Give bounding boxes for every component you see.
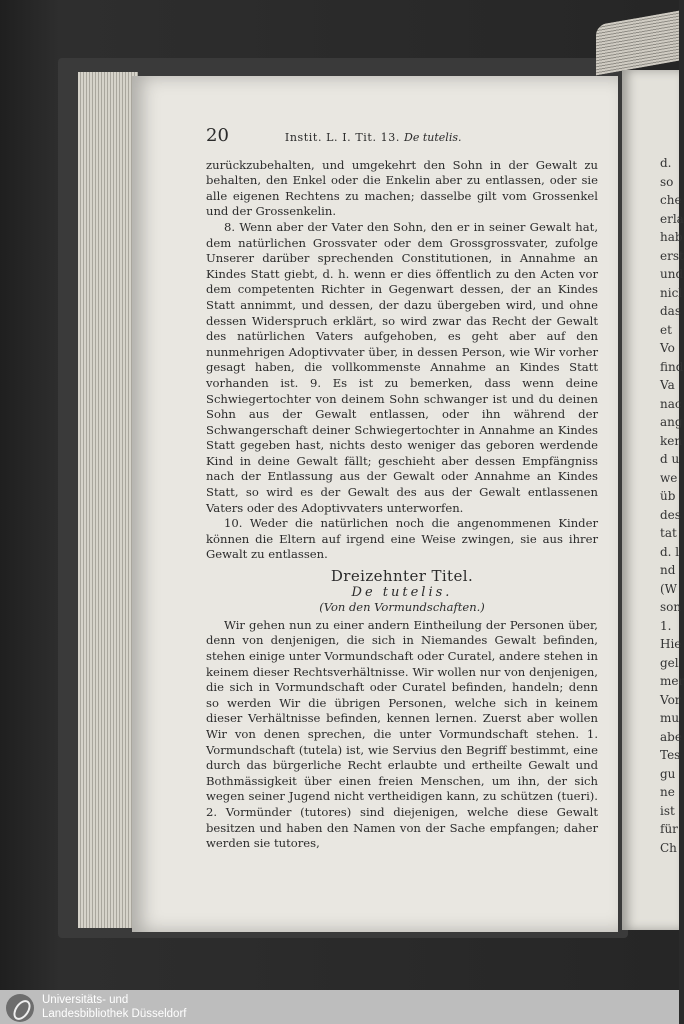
facing-page-fragment: hab xyxy=(660,230,683,244)
facing-page-fragment: son xyxy=(660,600,682,614)
latin-title: De tutelis. xyxy=(351,584,453,600)
paragraph-3: 10. Weder die natürlichen noch die angenommenen Kinder können die Eltern auf irgend eine Weise zwingen, sie aus ihrer Gewalt zu entlassen. xyxy=(206,516,598,562)
facing-page-fragment: d. l xyxy=(660,544,680,559)
running-head-text: Instit. L. I. Tit. 13. xyxy=(284,131,400,144)
facing-page-fragment: Va xyxy=(660,378,675,392)
facing-page-fragment: gel xyxy=(660,655,679,670)
facing-page-fragment: nd xyxy=(660,563,676,577)
facing-page-fragment: für xyxy=(660,822,678,836)
facing-page xyxy=(622,70,684,930)
facing-page-fragment: mer xyxy=(660,674,684,688)
facing-page-fragment: ken xyxy=(660,433,683,448)
facing-page-fragment: erla xyxy=(660,211,684,226)
page-text xyxy=(206,125,598,852)
facing-page-fragment: das xyxy=(660,304,681,318)
facing-page-fragment: et xyxy=(660,322,672,337)
paragraph-2: 8. Wenn aber der Vater den Sohn, den er in seiner Gewalt hat, dem natürlichen Grossvater oder dem Grossgrossvater, zufolge Unserer darüber sprechenden Constitutionen, in Annahme an Kindes Statt giebt, d. h. wenn er dies öffentlich zu den Acten vor dem competenten Richter in Gegenwart dessen, der an Kindes Statt annimmt, und dessen, der dazu übergeben wird, und ohne dessen Widerspruch erklärt, so wird zwar das Recht der Gewalt des natürlichen Vaters aufgehoben, es geht aber auf den nunmehrigen Adoptivvater über, in dessen Person, wie Wir vorher gesagt haben, die vollkommenste Annahme an Kindes Statt vorhanden ist. 9. Es ist zu bemerken, dass wenn deine Schwiegertochter von deinem Sohn schwanger ist und du deinen Sohn aus der Gewalt entlassen, oder ihn während der Schwangerschaft deiner Schwiegertochter in Annahme an Kindes Statt gegeben hast, nichts desto weniger das geboren werdende Kind in deine Gewalt fällt; geschieht aber dessen Empfängniss nach der Entlassung aus der Gewalt oder Annahme an Kindes Statt, so wird es der Gewalt des aus der Gewalt entlassenen Vaters oder des Adoptivvaters unterworfen. xyxy=(206,219,598,515)
facing-page-fragment: nac xyxy=(660,396,682,411)
facing-page-fragment: Vo xyxy=(660,341,675,355)
page-header xyxy=(206,125,598,146)
paragraph-4: Wir gehen nun zu einer andern Eintheilung der Personen über, denn von denjenigen, die sich in Niemandes Gewalt befinden, stehen einige unter Vormundschaft oder Curatel, andere stehen in keinem dieser Rechtsverhältnisse. Wir wollen nur von denjenigen, die sich in Vormundschaft oder Curatel befinden, handeln; denn so werden Wir die übrigen Personen, welche sich in keinem dieser Verhältnisse befinden, kennen lernen. Zuerst aber wollen Wir von denen sprechen, die unter Vormundschaft stehen. 1. Vormundschaft (tutela) ist, wie Servius den Begriff bestimmt, eine durch das bürgerliche Recht erlaubte und ertheilte Gewalt und Bothmässigkeit über einen freien Menschen, um ihn, der sich wegen seiner Jugend nicht vertheidigen kann, zu schützen (tueri). 2. Vormünder (tutores) sind diejenigen, welche diese Gewalt besitzen und haben den Namen von der Sache empfangen; daher werden sie tutores, xyxy=(206,617,598,851)
paragraph-1: zurückzubehalten, und umgekehrt den Sohn in der Gewalt zu behalten, den Enkel oder die Enkelin aber zu entlassen, oder sie alle eigenen Rechtens zu machen; dasselbe gilt vom Grossenkel und der Grossenkelin. xyxy=(206,157,598,219)
facing-page-fragment: find xyxy=(660,359,684,374)
facing-page-fragment: ne xyxy=(660,785,675,799)
page-number: 20 xyxy=(206,125,229,146)
facing-page-fragment: erst xyxy=(660,248,684,263)
facing-page-fragment: we xyxy=(660,470,678,485)
facing-page-fragment: des xyxy=(660,507,681,522)
facing-page-fragment: Tes xyxy=(660,748,681,762)
facing-page-fragment: Vor xyxy=(660,692,681,707)
facing-page-fragment: so xyxy=(660,174,674,189)
facing-page-fragment: Hie xyxy=(660,637,682,651)
running-head-italic: De tutelis. xyxy=(404,131,462,144)
running-head xyxy=(285,130,462,146)
facing-page-fragment: 1. xyxy=(660,618,672,633)
facing-page-fragment: nicl xyxy=(660,285,683,300)
facing-page-fragment: ist xyxy=(660,803,675,818)
institution-line-1: Universitäts- und xyxy=(42,994,129,1006)
facing-page-fragment: und xyxy=(660,267,684,281)
section-title: Dreizehnter Titel. xyxy=(330,567,474,586)
facing-page-fragment: ang xyxy=(660,415,683,429)
institution-name xyxy=(42,993,186,1021)
institution-line-2: Landesbibliothek Düsseldorf xyxy=(42,1008,187,1020)
facing-page-fragment: gu xyxy=(660,766,676,781)
facing-page-fragment: Ch xyxy=(660,840,677,855)
section-subtitle: (Von den Vormundschaften.) xyxy=(319,600,485,615)
book-page-edges xyxy=(78,72,138,928)
facing-page-fragment: d u xyxy=(660,452,680,466)
facing-page-fragment: abe xyxy=(660,729,682,744)
facing-page-fragment: d. xyxy=(660,156,672,170)
facing-page-fragment: (W xyxy=(660,581,678,596)
library-logo-icon xyxy=(6,994,34,1022)
facing-page-fragment: tat xyxy=(660,526,677,540)
facing-page-fragment: üb xyxy=(660,489,676,503)
facing-page-fragment: che xyxy=(660,193,682,207)
facing-page-fragment: mu xyxy=(660,711,680,725)
